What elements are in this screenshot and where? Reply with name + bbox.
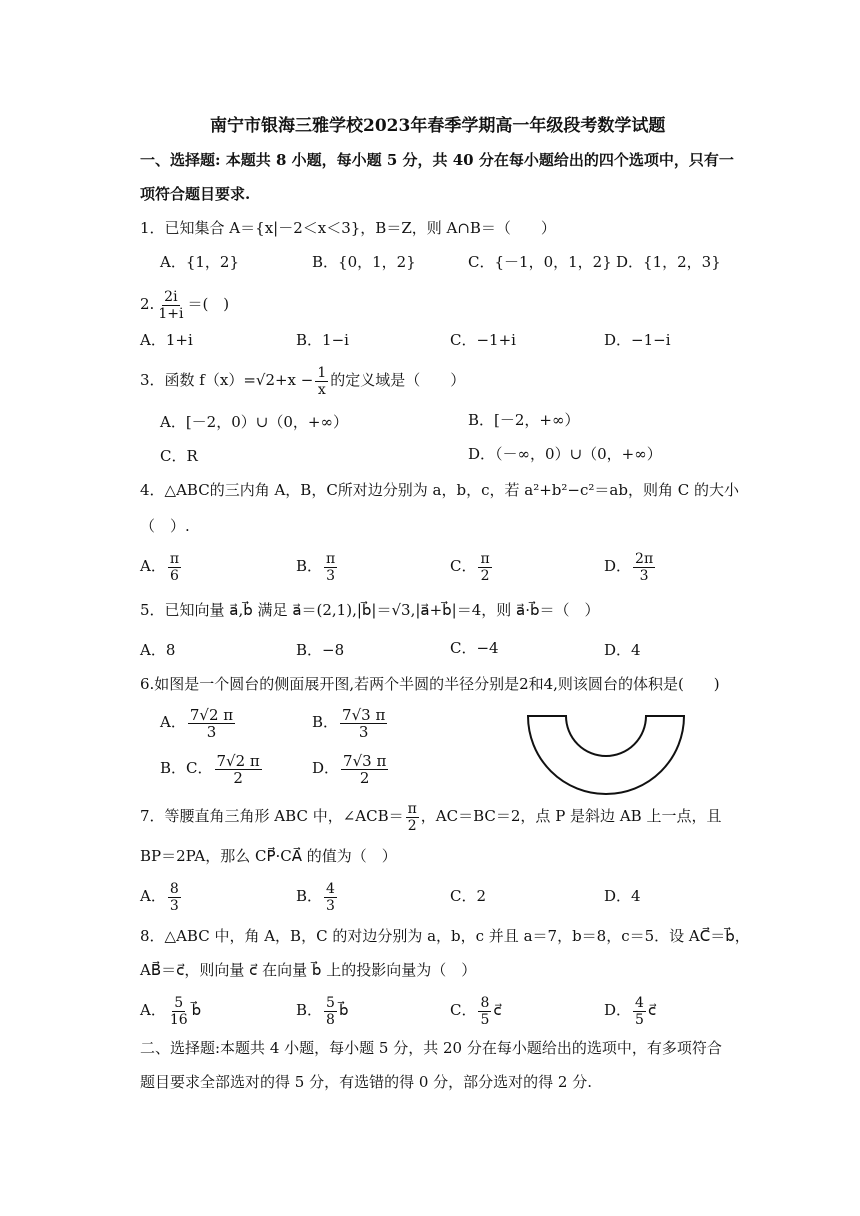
q4-option-a-label: A． (140, 557, 166, 575)
q2-tail: ＝( ) (187, 295, 230, 313)
q4-option-b-fraction (324, 551, 337, 584)
q5-option-b: B．−8 (296, 641, 345, 659)
q7-stem-a: 7．等腰直角三角形 ABC 中，∠ACB＝ (140, 807, 404, 825)
q4-option-c (450, 548, 494, 584)
q2-number: 2. (140, 295, 155, 313)
section1-instruction-line2: 项符合题目要求. (140, 185, 251, 203)
q4-option-b (296, 548, 339, 584)
q4-option-b-label: B． (296, 557, 323, 575)
q6-annulus-outline (528, 716, 684, 794)
q6-option-c-label: B．C． (160, 759, 213, 777)
q2-numerator: 2i (164, 288, 178, 305)
q3-option-b: B．[－2，+∞） (468, 411, 580, 429)
q6-option-b-fraction (340, 707, 387, 740)
q4-option-b-numerator: π (326, 550, 336, 567)
q2-option-a: A．1+i (140, 331, 193, 349)
q3-suffix: 的定义域是（ ） (330, 371, 466, 389)
q6-option-d-fraction (341, 753, 388, 786)
q7-denominator: 2 (407, 817, 417, 834)
q6-option-b-denominator: 3 (358, 722, 369, 741)
q4-option-a (140, 548, 183, 584)
q8-option-d-label: D． (604, 1001, 632, 1019)
q8-option-d-numerator: 4 (635, 994, 644, 1011)
q8-option-a-denominator: 16 (169, 1011, 188, 1028)
q8-option-a-numerator: 5 (174, 994, 184, 1011)
q6-option-d (312, 748, 390, 788)
q6-option-d-numerator: 7√3 π (343, 751, 387, 770)
q4-option-a-fraction (168, 551, 181, 584)
q5-option-a: A．8 (140, 641, 176, 659)
q8-option-d (604, 990, 656, 1030)
q8-option-c-vector: c⃗ (493, 1001, 502, 1019)
q3-option-a: A．[－2，0）∪（0，+∞） (160, 413, 348, 431)
q7-option-a-fraction (168, 881, 181, 914)
q1-option-a: A．{1，2} (160, 253, 240, 271)
q7-option-d: D．4 (604, 887, 641, 905)
q6-option-b (312, 702, 389, 742)
q6-option-c-denominator: 2 (233, 768, 243, 787)
q7-numerator: π (407, 800, 417, 817)
q2-stem (140, 286, 229, 322)
q8-option-c-fraction (478, 995, 491, 1028)
q7-stem (140, 796, 721, 836)
q6-half-annulus-figure (524, 708, 688, 796)
q8-option-d-denominator: 5 (635, 1011, 644, 1028)
q8-option-c-label: C． (450, 1001, 477, 1019)
q6-option-a (160, 702, 237, 742)
q2-option-d: D．−1−i (604, 331, 671, 349)
q3-option-d: D．（－∞，0）∪（0，+∞） (468, 445, 662, 463)
section1-instruction-line1: 一、选择题: 本题共 8 小题，每小题 5 分，共 40 分在每小题给出的四个选项中，只有一 (140, 151, 734, 169)
q3-stem (140, 362, 465, 398)
q2-fraction (156, 289, 185, 322)
q3-prefix: 3．函数 f（x）=√2+x − (140, 371, 314, 389)
q6-option-a-numerator: 7√2 π (189, 705, 234, 724)
section2-instruction-line2: 题目要求全部选对的得 5 分，有选错的得 0 分，部分选对的得 2 分. (140, 1073, 593, 1091)
q2-option-c: C．−1+i (450, 331, 516, 349)
q8-option-c-numerator: 8 (480, 994, 490, 1011)
q8-option-a (140, 990, 201, 1030)
q7-option-b-denominator: 3 (326, 897, 335, 914)
q4-option-d-fraction (633, 551, 655, 584)
q7-fraction (406, 801, 419, 834)
q1-option-b: B．{0，1，2} (312, 253, 416, 271)
q6-stem: 6.如图是一个圆台的侧面展开图,若两个半圆的半径分别是2和4,则该圆台的体积是( ) (140, 675, 720, 693)
q4-stem: 4．△ABC的三内角 A，B，C所对边分别为 a，b，c，若 a²+b²−c²＝ab，则角 C 的大小 (140, 481, 739, 499)
q8-stem: 8．△ABC 中，角 A，B，C 的对边分别为 a，b，c 并且 a＝7，b＝8，c＝5．设 AC⃗＝b⃗， (140, 927, 750, 945)
q6-option-b-label: B． (312, 713, 339, 731)
q8-option-b-fraction (324, 995, 337, 1028)
q8-option-b (296, 990, 348, 1030)
q7-option-b (296, 876, 339, 916)
q3-option-c: C．R (160, 447, 198, 465)
q4-option-b-denominator: 3 (326, 567, 336, 584)
q7-option-a-label: A． (140, 887, 166, 905)
q1-stem: 1．已知集合 A＝{x|－2＜x＜3}，B＝Z，则 A∩B＝（ ） (140, 219, 556, 237)
q5-option-c: C．−4 (450, 639, 499, 657)
q7-option-a-numerator: 8 (169, 880, 179, 897)
q7-option-b-fraction (324, 881, 337, 914)
q8-option-a-vector: b⃗ (191, 1001, 202, 1019)
q8-stem-line2: AB⃗＝c⃗，则向量 c⃗ 在向量 b⃗ 上的投影向量为（ ） (140, 961, 477, 979)
q8-option-d-vector: c⃗ (647, 1001, 657, 1019)
q8-option-b-label: B． (296, 1001, 323, 1019)
q5-stem: 5．已知向量 a⃗,b⃗ 满足 a⃗＝(2,1),|b⃗|＝√3,|a⃗+b⃗|＝4，则 a⃗·b⃗＝（ ） (140, 601, 600, 619)
q4-option-c-label: C． (450, 557, 477, 575)
q7-option-c: C．2 (450, 887, 487, 905)
q4-option-d (604, 548, 657, 584)
q3-numerator: 1 (317, 364, 327, 381)
q4-option-c-denominator: 2 (480, 567, 490, 584)
q3-denominator: x (317, 381, 326, 398)
q7-option-b-numerator: 4 (326, 880, 335, 897)
q4-option-c-numerator: π (480, 550, 490, 567)
q2-denominator: 1+i (158, 305, 184, 322)
q5-option-d: D．4 (604, 641, 641, 659)
q6-option-d-denominator: 2 (359, 768, 370, 787)
q4-option-d-label: D． (604, 557, 632, 575)
q7-option-a-denominator: 3 (169, 897, 179, 914)
q4-stem-line2: （ ）. (140, 517, 190, 535)
q8-option-d-fraction (633, 995, 646, 1028)
page-title: 南宁市银海三雅学校2023年春季学期高一年级段考数学试题 (210, 116, 666, 136)
q7-stem-line2: BP＝2PA，那么 CP⃗·CA⃗ 的值为（ ） (140, 847, 397, 865)
q6-option-a-label: A． (160, 713, 186, 731)
section2-instruction-line1: 二、选择题:本题共 4 小题，每小题 5 分，共 20 分在每小题给出的选项中，有多项符合 (140, 1039, 722, 1057)
q3-fraction (315, 365, 328, 398)
q8-option-b-vector: b⃗ (338, 1001, 349, 1019)
q1-option-d: D．{1，2，3} (616, 253, 721, 271)
q1-option-c: C．{－1，0，1，2} (468, 253, 612, 271)
q7-stem-b: ，AC＝BC＝2，点 P 是斜边 AB 上一点，且 (420, 807, 722, 825)
q4-option-c-fraction (478, 551, 491, 584)
q6-option-a-fraction (188, 707, 235, 740)
q6-option-c-numerator: 7√2 π (216, 751, 260, 770)
q8-option-b-numerator: 5 (326, 994, 335, 1011)
q8-option-b-denominator: 8 (326, 1011, 335, 1028)
q6-option-d-label: D． (312, 759, 340, 777)
q7-option-a (140, 876, 183, 916)
q6-option-c-fraction (215, 753, 262, 786)
q6-option-a-denominator: 3 (206, 722, 217, 741)
q8-option-c-denominator: 5 (480, 1011, 490, 1028)
q8-option-c (450, 990, 502, 1030)
q7-option-b-label: B． (296, 887, 323, 905)
q6-option-b-numerator: 7√3 π (342, 705, 386, 724)
q4-option-a-numerator: π (169, 550, 180, 567)
q6-option-c (160, 748, 264, 788)
q8-option-a-fraction (168, 995, 190, 1028)
q2-option-b: B．1−i (296, 331, 349, 349)
q8-option-a-label: A． (140, 1001, 166, 1019)
q4-option-d-denominator: 3 (639, 567, 649, 584)
q4-option-d-numerator: 2π (635, 550, 654, 567)
q4-option-a-denominator: 6 (169, 567, 179, 584)
